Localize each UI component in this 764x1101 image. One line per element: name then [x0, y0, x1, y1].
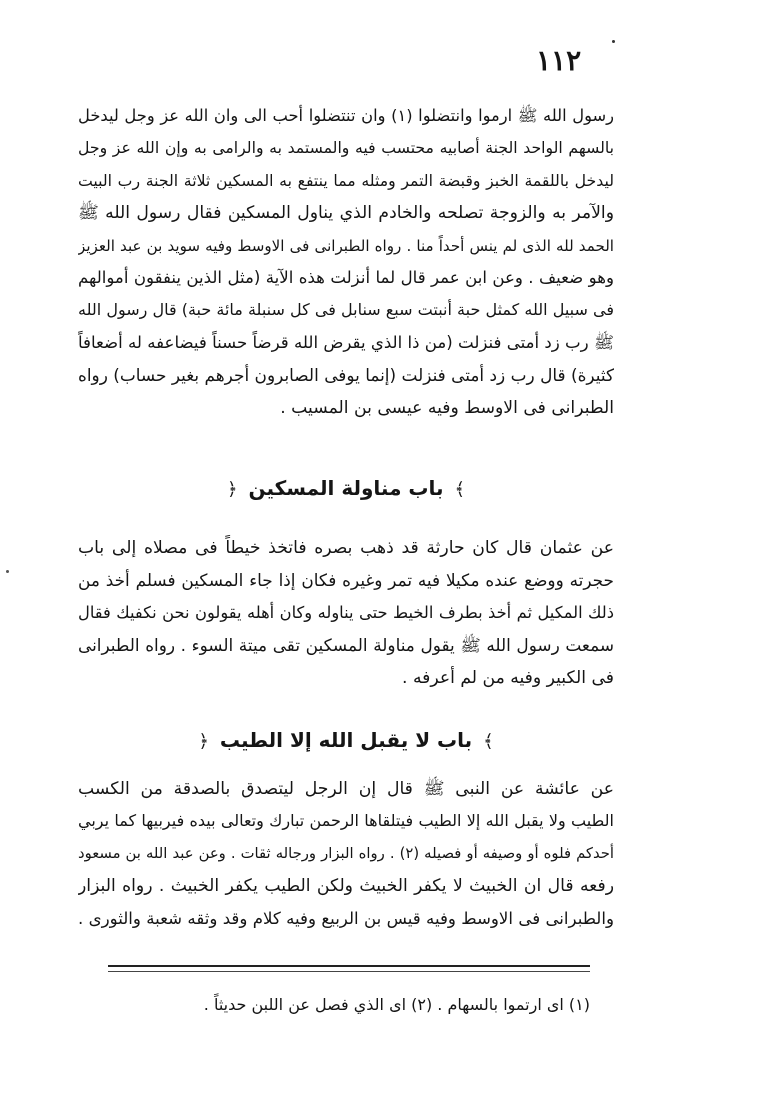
- text-line: والآمر به والزوجة تصلحه والخادم الذي يناول المسكين فقال رسول الله ﷺ: [78, 203, 614, 224]
- footnote: (١) اى ارتموا بالسهام . (٢) اى الذي فصل عن اللبن حديثاً .: [203, 995, 590, 1014]
- section-heading-2: [78, 728, 614, 752]
- paragraph-block-1: [78, 100, 614, 424]
- text-line: وهو ضعيف . وعن ابن عمر قال لما أنزلت هذه الآية (مثل الذين ينفقون أموالهم: [78, 267, 614, 287]
- text-line: رفعه قال ان الخبيث لا يكفر الخبيث ولكن الطيب يكفر الخبيث . رواه البزار: [78, 876, 614, 897]
- paragraph-block-3: [78, 773, 614, 935]
- text-line: عن عائشة عن النبى ﷺ قال إن الرجل ليتصدق بالصدقة من الكسب: [78, 779, 614, 799]
- text-line: فى سبيل الله كمثل حبة أنبتت سبع سنابل فى كل سنبلة مائة حبة) قال رسول الله: [78, 300, 614, 320]
- text-line: أحدكم فلوه أو وصيفه أو فصيله (٢) . رواه البزار ورجاله ثقات . وعن عبد الله بن مسعود: [78, 844, 614, 862]
- text-line: بالسهم الواحد الجنة أصابيه محتسب فيه والمستمد به والرامى به وإن الله عز وجل: [78, 138, 614, 158]
- paragraph-block-2: [78, 532, 614, 694]
- text-line: ﷺ رب زد أمتى فنزلت (من ذا الذي يقرض الله قرضاً حسناً فيضاعفه له أضعافاً: [78, 332, 614, 352]
- text-line: رسول الله ﷺ ارموا وانتضلوا (١) وان تنتضلوا أحب الى وان الله عز وجل ليدخل: [78, 106, 614, 125]
- text-line: والطبرانى فى الاوسط وفيه قيس بن الربيع وفيه كلام وقد وثقه شعبة والثورى .: [78, 908, 614, 928]
- text-line: الطيب ولا يقبل الله إلا الطيب فيتلقاها الرحمن تبارك وتعالى بيده فيربيها كما يربي: [78, 811, 614, 831]
- text-line: عن عثمان قال كان حارثة قد ذهب بصره فاتخذ خيطاً فى مصلاه إلى باب: [78, 538, 614, 558]
- page-number: ١١٢: [536, 44, 582, 77]
- text-line: الحمد لله الذى لم ينس أحداً منا . رواه الطبرانى فى الاوسط وفيه سويد بن عبد العزيز: [78, 236, 614, 255]
- footnote-divider: [108, 965, 590, 967]
- section-heading-1: [78, 476, 614, 500]
- ornament-open: ﴾: [483, 731, 494, 752]
- text-line: ليدخل باللقمة الخبز وقبضة التمر ومثله مما ينتفع به المسكين ثلاثة الجنة رب البيت: [78, 170, 614, 190]
- section-heading-1-text: باب مناولة المسكين: [248, 476, 444, 500]
- ornament-open: ﴾: [454, 479, 466, 500]
- ornament-close: ﴿: [198, 731, 209, 752]
- footnote-divider-thin: [108, 971, 590, 972]
- text-line: سمعت رسول الله ﷺ يقول مناولة المسكين تقى ميتة السوء . رواه الطبرانى: [78, 635, 614, 656]
- section-heading-2-text: باب لا يقبل الله إلا الطيب: [219, 728, 473, 752]
- text-line: فى الكبير وفيه من لم أعرفه .: [402, 667, 614, 688]
- text-line: كثيرة) قال رب زد أمتى فنزلت (إنما يوفى الصابرون أجرهم بغير حساب) رواه: [78, 365, 614, 386]
- page-dot-mark: [612, 40, 615, 43]
- text-line: الطبرانى فى الاوسط وفيه عيسى بن المسيب .: [280, 397, 614, 418]
- scan-edge-mark: [6, 570, 9, 573]
- text-line: ذلك المكيل ثم أخذ بطرف الخيط حتى يناوله وكان أهله يقولون نحن نكفيك فقال: [78, 602, 614, 622]
- ornament-close: ﴿: [226, 479, 238, 500]
- text-line: حجرته ووضع عنده مكيلا فيه تمر وغيره فكان إذا جاء المسكين فسلم أخذ من: [78, 570, 614, 591]
